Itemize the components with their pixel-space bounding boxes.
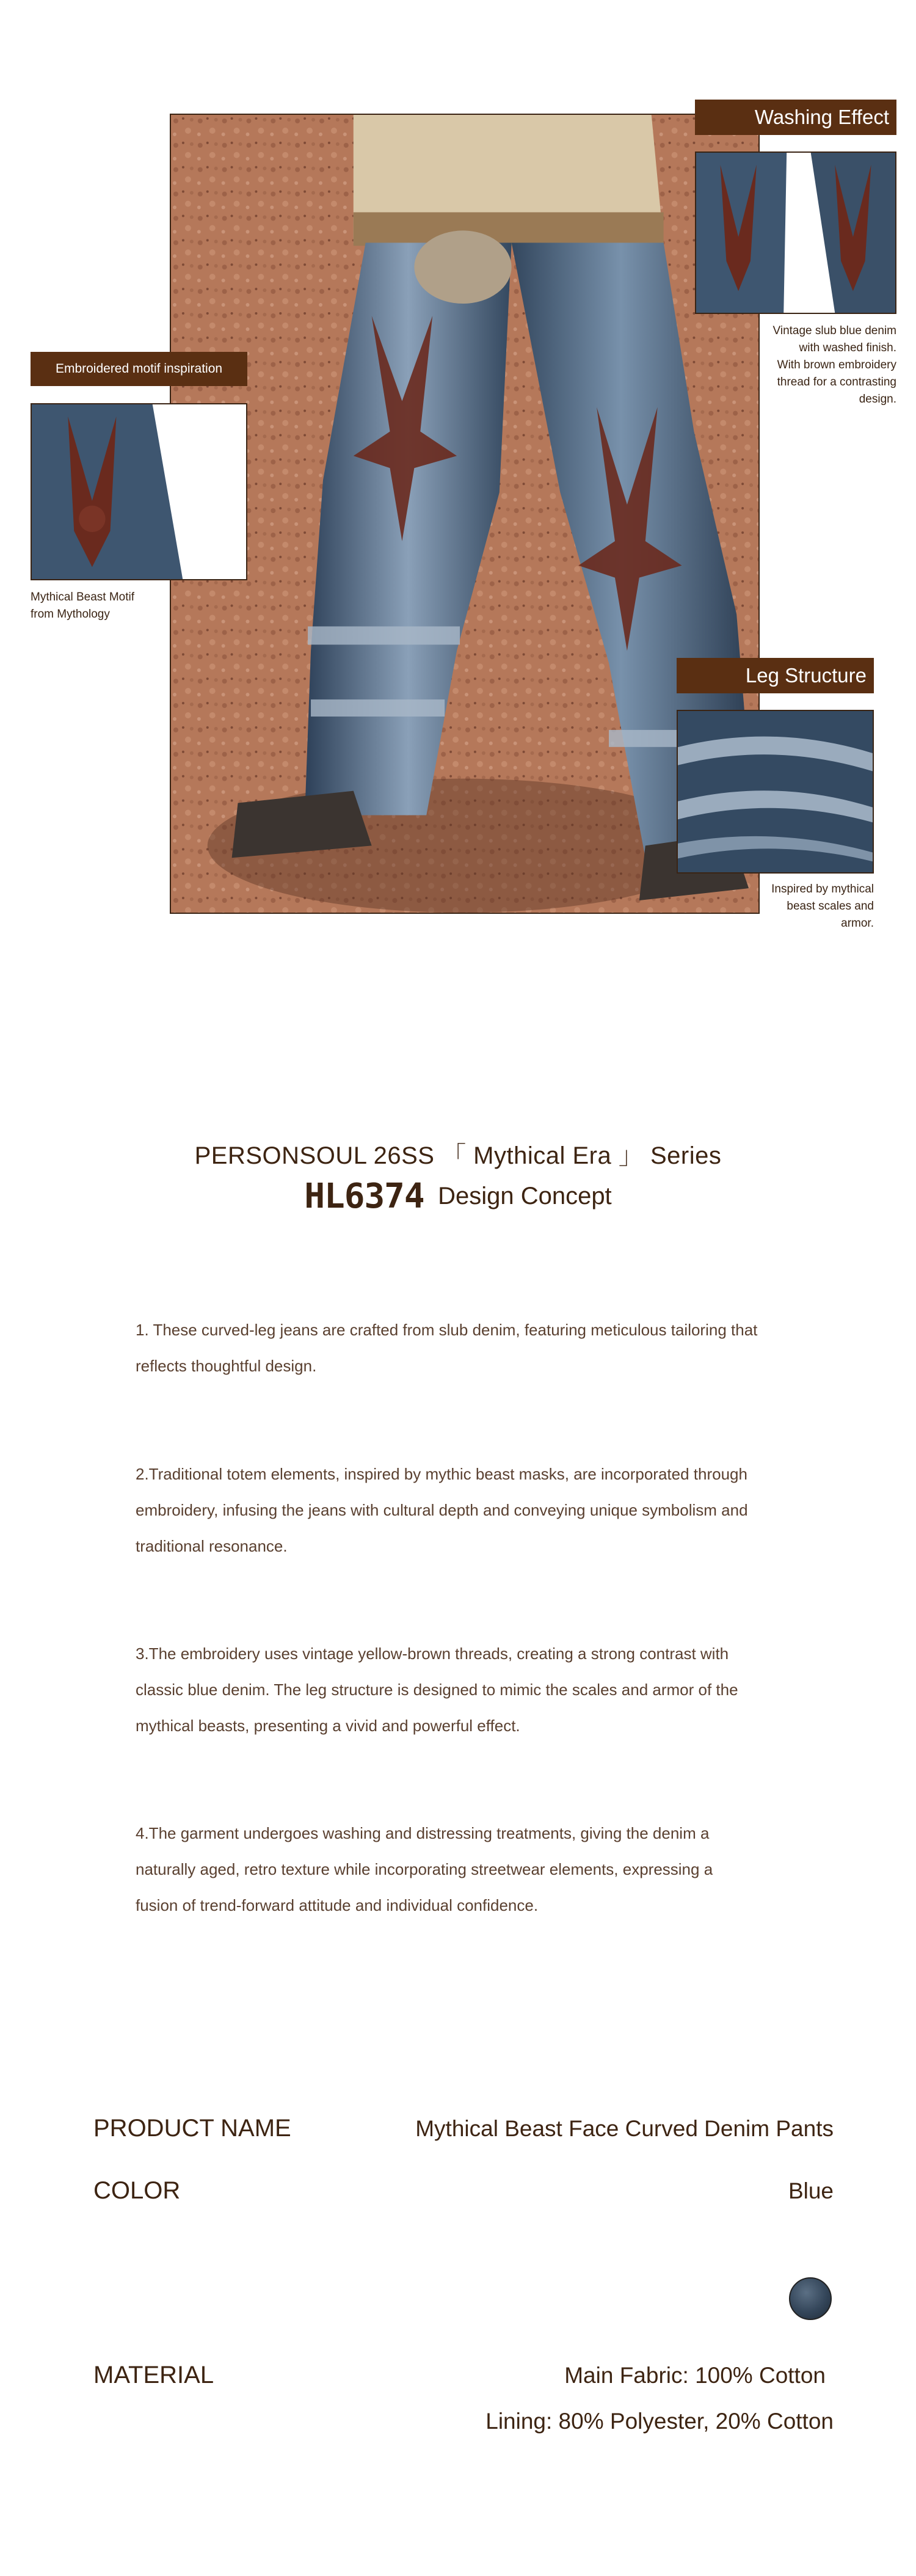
- washing-caption: [721, 323, 896, 408]
- product-name-label: PRODUCT NAME: [93, 2115, 291, 2142]
- washing-effect-inset: [695, 151, 896, 314]
- design-concept-label: Design Concept: [438, 1183, 612, 1210]
- washing-effect-label: Washing Effect: [695, 100, 896, 135]
- caption-line: thread for a contrasting: [777, 376, 896, 389]
- paragraph-line: 2.Traditional totem elements, inspired by mythic beast masks, are incorporated through: [136, 1465, 747, 1483]
- color-value: Blue: [788, 2178, 834, 2203]
- color-swatch: [789, 2277, 832, 2320]
- caption-line: Inspired by mythical: [771, 883, 874, 896]
- caption-line: Vintage slub blue denim: [772, 324, 896, 337]
- design-concept-heading: [0, 1177, 916, 1216]
- material-main-fabric: Main Fabric: 100% Cotton: [564, 2363, 826, 2388]
- paragraph-line: reflects thoughtful design.: [136, 1357, 317, 1375]
- caption-line: With brown embroidery: [777, 359, 896, 371]
- concept-paragraph-4: [136, 1815, 801, 1924]
- paragraph-line: 4.The garment undergoes washing and distressing treatments, giving the denim a: [136, 1824, 710, 1842]
- paragraph-line: 3.The embroidery uses vintage yellow-brown threads, creating a strong contrast with: [136, 1644, 729, 1663]
- motif-caption: [31, 589, 226, 623]
- washing-detail-image: [696, 153, 895, 313]
- hero-photo: [170, 114, 760, 914]
- paragraph-line: mythical beasts, presenting a vivid and powerful effect.: [136, 1717, 520, 1735]
- caption-line: beast scales and: [787, 900, 874, 913]
- caption-line: from Mythology: [31, 608, 110, 621]
- leg-structure-label: Leg Structure: [677, 658, 874, 693]
- paragraph-line: naturally aged, retro texture while incorporating streetwear elements, expressing a: [136, 1860, 713, 1878]
- product-name-value: Mythical Beast Face Curved Denim Pants: [415, 2116, 834, 2141]
- color-label: COLOR: [93, 2177, 181, 2204]
- caption-line: design.: [859, 393, 896, 406]
- material-label: MATERIAL: [93, 2362, 214, 2388]
- paragraph-line: traditional resonance.: [136, 1537, 288, 1555]
- embroidered-motif-label: Embroidered motif inspiration: [31, 352, 247, 386]
- concept-paragraph-2: [136, 1456, 801, 1564]
- concept-paragraph-1: [136, 1312, 801, 1384]
- paragraph-line: fusion of trend-forward attitude and individual confidence.: [136, 1896, 539, 1914]
- caption-line: Mythical Beast Motif: [31, 591, 134, 604]
- caption-line: armor.: [841, 917, 874, 930]
- paragraph-line: classic blue denim. The leg structure is designed to mimic the scales and armor of the: [136, 1680, 738, 1699]
- product-code: HL6374: [304, 1177, 424, 1216]
- motif-detail-image: [32, 404, 246, 579]
- jeans-illustration: [171, 115, 758, 913]
- paragraph-line: 1. These curved-leg jeans are crafted from slub denim, featuring meticulous tailoring that: [136, 1321, 758, 1339]
- caption-line: with washed finish.: [799, 341, 896, 354]
- concept-paragraph-3: [136, 1636, 801, 1744]
- paragraph-line: embroidery, infusing the jeans with cultural depth and conveying unique symbolism and: [136, 1501, 748, 1519]
- leg-structure-inset: [677, 710, 874, 874]
- material-lining: Lining: 80% Polyester, 20% Cotton: [485, 2409, 834, 2434]
- leg-caption: [690, 881, 874, 932]
- motif-inset: [31, 403, 247, 580]
- leg-detail-image: [678, 711, 873, 872]
- series-title: PERSONSOUL 26SS 「 Mythical Era 」 Series: [194, 1142, 722, 1169]
